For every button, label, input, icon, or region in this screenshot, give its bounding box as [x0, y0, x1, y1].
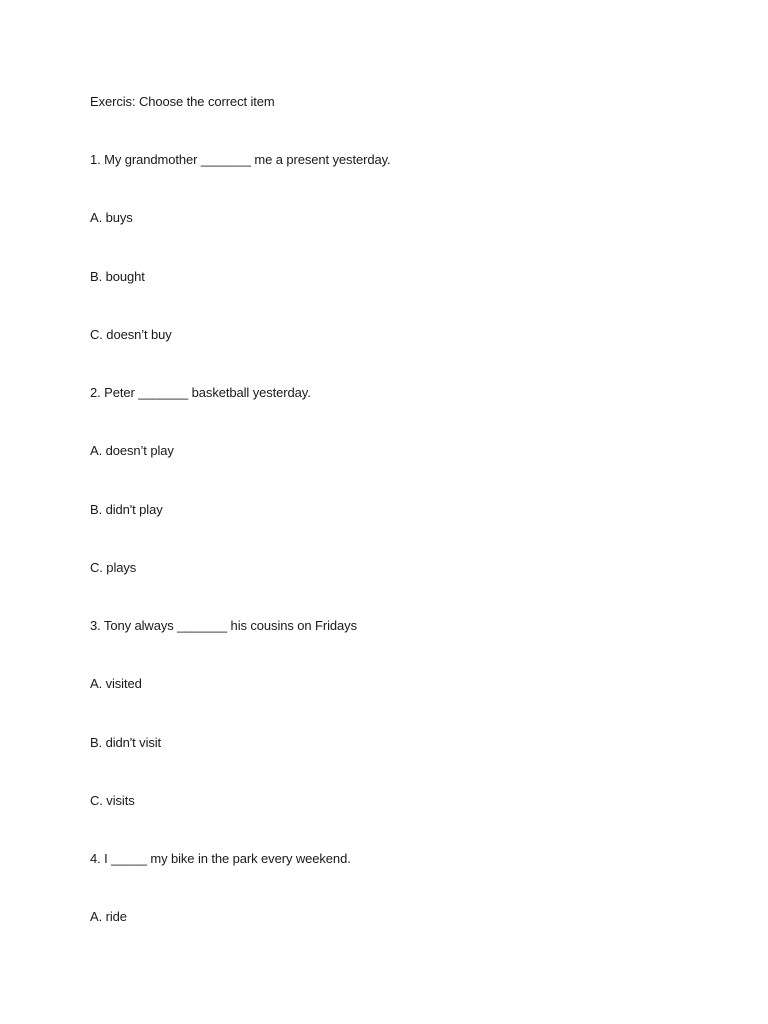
question-1-option-c: C. doesn’t buy: [90, 327, 172, 342]
question-2-option-a: A. doesn’t play: [90, 443, 174, 458]
question-3-option-b: B. didn't visit: [90, 735, 162, 750]
question-1-stem: 1. My grandmother _______ me a present yesterday.: [90, 152, 391, 167]
question-3-option-a: A. visited: [90, 676, 142, 691]
question-2-option-c: C. plays: [90, 560, 137, 575]
question-1-option-b: B. bought: [90, 269, 145, 284]
question-3-stem: 3. Tony always _______ his cousins on Fridays: [90, 618, 357, 633]
question-4-stem: 4. I _____ my bike in the park every weekend.: [90, 851, 351, 866]
question-4-option-a: A. ride: [90, 909, 127, 924]
question-2-stem: 2. Peter _______ basketball yesterday.: [90, 385, 311, 400]
question-1-option-a: A. buys: [90, 210, 133, 225]
question-3-option-c: C. visits: [90, 793, 135, 808]
exercise-heading: Exercis: Choose the correct item: [90, 94, 275, 109]
question-2-option-b: B. didn't play: [90, 502, 163, 517]
